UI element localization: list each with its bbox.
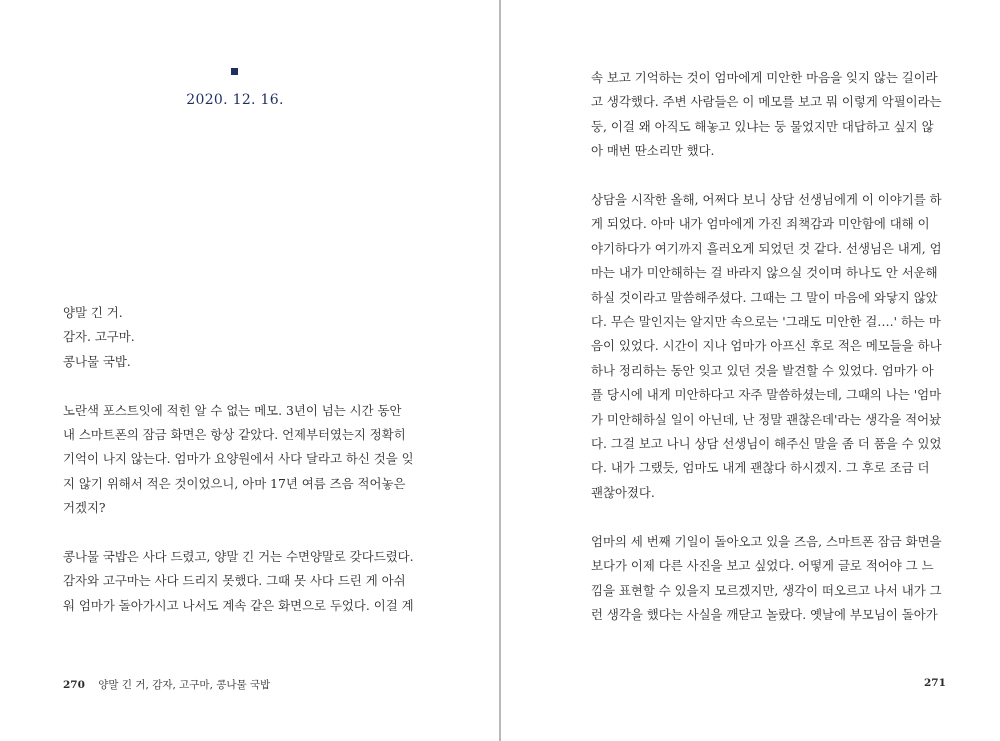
left-page [0,0,499,741]
text-line: 다. 그걸 보고 나니 상담 선생님이 해주신 말을 좀 더 품을 수 있었 [591,436,942,452]
text-line: 둥, 이걸 왜 아직도 해놓고 있냐는 둥 물었지만 대답하고 싶지 않 [591,118,934,134]
text-line: 가 미안해하실 일이 아닌데, 난 정말 괜찮은데'라는 생각을 적어놨 [591,411,942,427]
memo-list [63,301,413,374]
text-line: 하나 정리하는 동안 잊고 있던 것을 발견할 수 있었다. 엄마가 아 [591,362,934,378]
text-line: 마는 내가 미안해하는 걸 바라지 않으실 것이며 하나도 안 서운해 [591,265,938,281]
text-line: 지 않기 위해서 적은 것이었으니, 아마 17년 여름 즈음 적어놓은 [63,475,406,491]
text-line: 속 보고 기억하는 것이 엄마에게 미안한 마음을 잊지 않는 길이라 [591,70,938,85]
text-line: 괜찮아졌다. [591,484,655,500]
paragraph [591,530,949,628]
text-line: 고 생각했다. 주변 사람들은 이 메모를 보고 뭐 이렇게 악필이라는 [591,94,942,110]
text-line: 야기하다가 여기까지 흘러오게 되었던 것 같다. 선생님은 내게, 엄 [591,240,942,256]
text-line: 음이 있었다. 시간이 지나 엄마가 아프신 후로 적은 메모들을 하나 [591,338,942,354]
text-line: 내 스마트폰의 잠금 화면은 항상 같았다. 언제부터였는지 정확히 [63,427,406,443]
square-bullet-icon [231,68,238,75]
text-line: 하실 것이라고 말씀해주셨다. 그때는 그 말이 마음에 와닿지 않았 [591,289,938,305]
page-number: 271 [924,677,946,689]
paragraph [591,66,949,164]
left-body-text [63,301,413,618]
paragraph [591,188,949,505]
text-line: 기억이 나지 않는다. 엄마가 요양원에서 사다 달라고 하신 것을 잊 [63,451,414,467]
memo-line: 양말 긴 거. [63,305,123,320]
text-line: 감자와 고구마는 사다 드리지 못했다. 그때 못 사다 드린 게 아쉬 [63,573,406,589]
text-line: 플 당시에 내게 미안하다고 자주 말씀하셨는데, 그때의 나는 '엄마 [591,387,942,403]
text-line: 런 생각을 했다는 사실을 깨닫고 놀랐다. 옛날에 부모님이 돌아가 [591,606,938,622]
paragraph [63,399,413,521]
memo-line: 콩나물 국밥. [63,353,131,369]
text-line: 거겠지? [63,500,106,516]
running-title: 양말 긴 거, 감자, 고구마, 콩나물 국밥 [98,679,271,691]
page-number: 270 [63,679,85,691]
text-line: 노란색 포스트잇에 적힌 알 수 없는 메모. 3년이 넘는 시간 동안 [63,402,402,418]
paragraph [63,545,413,618]
text-line: 워 엄마가 돌아가시고 나서도 계속 같은 화면으로 두었다. 이걸 계 [63,597,414,613]
text-line: 콩나물 국밥은 사다 드렸고, 양말 긴 거는 수면양말로 갖다드렸다. [63,549,414,565]
memo-line: 감자. 고구마. [63,329,135,345]
text-line: 낌을 표현할 수 있을지 모르겠지만, 생각이 떠오르고 나서 내가 그 [591,582,942,598]
right-body-text [591,66,949,627]
text-line: 보다가 이제 다른 사진을 보고 싶었다. 어떻게 글로 적어야 그 느 [591,558,934,574]
text-line: 게 되었다. 아마 내가 엄마에게 가진 죄책감과 미안함에 대해 이 [591,216,930,232]
right-page [501,0,1000,741]
text-line: 다. 내가 그랬듯, 엄마도 내게 괜찮다 하시겠지. 그 후로 조금 더 [591,460,930,476]
text-line: 엄마의 세 번째 기일이 돌아오고 있을 즈음, 스마트폰 잠금 화면을 [591,533,942,549]
left-folio [63,677,270,692]
text-line: 아 매번 딴소리만 했다. [591,143,715,159]
text-line: 다. 무슨 말인지는 알지만 속으로는 '그래도 미안한 걸….' 하는 마 [591,314,941,330]
entry-date: 2020. 12. 16. [186,92,284,108]
text-line: 상담을 시작한 올해, 어쩌다 보니 상담 선생님에게 이 이야기를 하 [591,192,942,208]
